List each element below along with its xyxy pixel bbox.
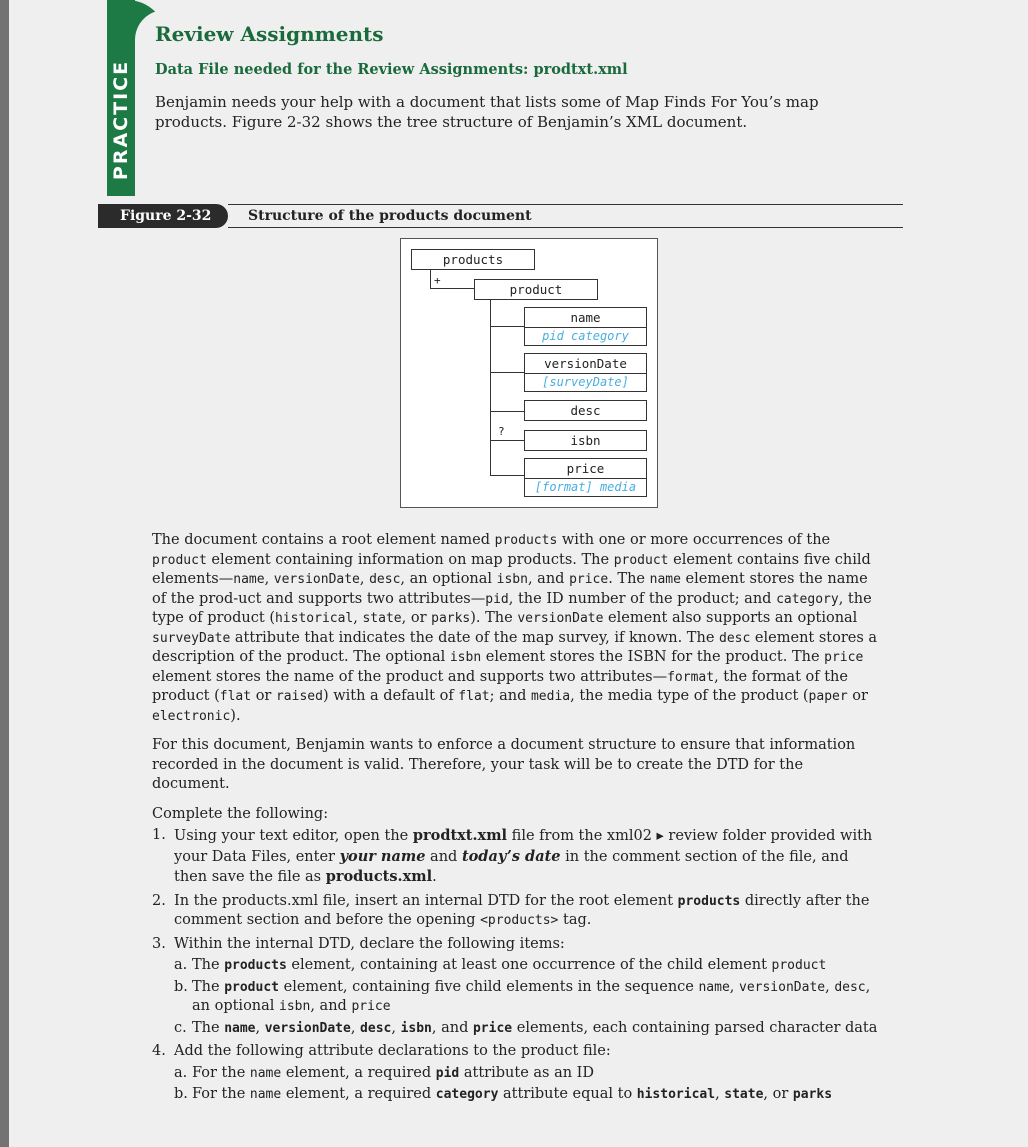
- body-text: [152, 531, 882, 1109]
- figure-rule-bottom: [228, 227, 903, 228]
- step-1: 1. Using your text editor, open the prodtxt.xml file from the xml02 ▸ review folder provided with your Data Files, enter your name and today’s date in the comment section of the file, and then save the file as products.xml.: [152, 827, 873, 885]
- node-product: product: [474, 279, 598, 300]
- connector-line: [490, 326, 524, 327]
- data-file-note: Data File needed for the Review Assignments: prodtxt.xml: [155, 61, 628, 78]
- figure-header: [98, 204, 903, 228]
- optional-symbol: ?: [498, 425, 505, 438]
- figure-rule-top: [228, 204, 903, 205]
- node-desc: desc: [524, 400, 647, 421]
- paragraph-description: The document contains a root element named products with one or more occurrences of the product element containing information on map products. The product element contains five child elements—name, versionDate, desc, an optional isbn, and price. The name element stores the name of the prod-uct and supports two attributes—pid, the ID number of the product; and category, the type of product (historical, state, or parks). The versionDate element also supports an optional surveyDate attribute that indicates the date of the map survey, if known. The desc element stores a description of the product. The optional isbn element stores the ISBN for the product. The price element stores the name of the product and supports two attributes—format, the format of the product (flat or raised) with a default of flat; and media, the media type of the product (paper or electronic).: [152, 532, 878, 724]
- node-products: products: [411, 249, 535, 270]
- attrs-name: pid category: [524, 327, 647, 346]
- step-3c: c. The name, versionDate, desc, isbn, and price elements, each containing parsed character data: [174, 1019, 878, 1036]
- connector-line: [430, 288, 474, 289]
- practice-label-wrap: [107, 60, 135, 180]
- step-3b: b. The product element, containing five child elements in the sequence name, versionDate, desc, an optional isbn, and price: [174, 978, 871, 1014]
- step-4b: b. For the name element, a required category attribute equal to historical, state, or parks: [174, 1086, 833, 1102]
- tree-diagram: [400, 238, 658, 508]
- section-title: Review Assignments: [155, 22, 384, 46]
- step-3-sublist: [174, 956, 882, 1038]
- connector-line: [490, 440, 524, 441]
- step-4a: a. For the name element, a required pid attribute as an ID: [174, 1064, 595, 1081]
- left-edge-bar: [0, 0, 9, 1147]
- attrs-price: [format] media: [524, 478, 647, 497]
- one-or-more-symbol: +: [434, 274, 441, 287]
- node-versionDate: versionDate: [524, 353, 647, 374]
- steps-list: [152, 826, 882, 1105]
- node-name: name: [524, 307, 647, 328]
- attrs-versionDate: [surveyDate]: [524, 373, 647, 392]
- connector-line: [490, 372, 524, 373]
- node-price: price: [524, 458, 647, 479]
- connector-line: [490, 411, 524, 412]
- paragraph-task: For this document, Benjamin wants to enforce a document structure to ensure that information recorded in the document is valid. Therefore, your task will be to create the DTD for the document.: [152, 737, 856, 792]
- step-4: 4. Add the following attribute declarations to the product file: a. For the name element, a required pid attribute as an ID b. For the name element, a required category attribute equal to historical, state, or parks: [152, 1042, 882, 1105]
- connector-line: [490, 475, 524, 476]
- intro-paragraph: Benjamin needs your help with a document that lists some of Map Finds For You’s map products. Figure 2-32 shows the tree structure of Benjamin’s XML document.: [155, 93, 819, 131]
- node-isbn: isbn: [524, 430, 647, 451]
- figure-caption: Structure of the products document: [248, 208, 532, 224]
- step-4-sublist: [174, 1064, 882, 1105]
- step-3: 3. Within the internal DTD, declare the following items: a. The products element, containing at least one occurrence of the child element product b. The product element, containing five child elements in the sequence name, versionDate, desc, an optional isbn, and price c. The name, versionDate, desc, isbn, and price elements, each containing parsed character data: [152, 935, 882, 1039]
- figure-label: Figure 2-32: [120, 208, 212, 224]
- connector-line: [430, 269, 431, 289]
- step-2: 2. In the products.xml file, insert an internal DTD for the root element products directly after the comment section and before the opening <products> tag.: [152, 892, 870, 928]
- paragraph-complete: Complete the following:: [152, 805, 329, 822]
- step-3a: a. The products element, containing at least one occurrence of the child element product: [174, 957, 827, 973]
- practice-label: PRACTICE: [110, 59, 133, 181]
